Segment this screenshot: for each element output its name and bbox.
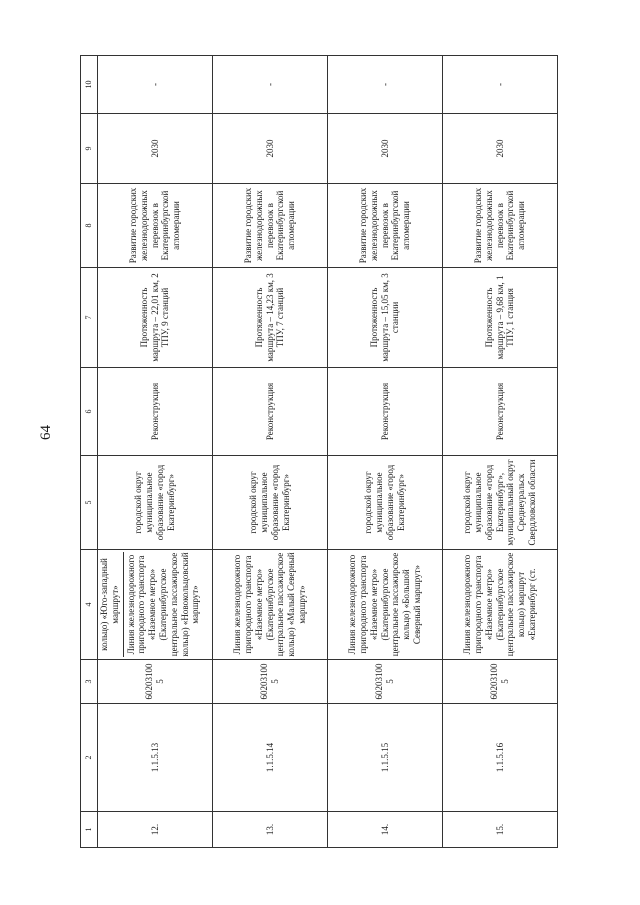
data-table [80, 55, 558, 848]
notes: - [98, 56, 213, 114]
completion-year: 2030 [328, 114, 443, 184]
row-number: 12. [98, 812, 213, 848]
header-cell: 4 [81, 550, 98, 660]
completion-year: 2030 [98, 114, 213, 184]
header-cell: 9 [81, 114, 98, 184]
header-cell: 8 [81, 184, 98, 268]
object-name-text: Линия железнодорожного пригородного транспорта «Наземное метро» (Екатеринбургское центральное пассажирское кольцо) «Новокольцовский маршрут» [125, 552, 201, 657]
notes: - [443, 56, 558, 114]
rotated-table-container [80, 56, 576, 848]
item-code: 1.1.5.16 [443, 704, 558, 812]
object-name-continuation: кольцо) «Юго-западный маршрут» [99, 552, 124, 657]
table-row [443, 56, 558, 848]
table-row [213, 56, 328, 848]
page-number: 64 [38, 425, 54, 440]
work-type: Реконструкция [213, 368, 328, 456]
header-cell: 6 [81, 368, 98, 456]
purpose: Развитие городских железнодорожных перевозок в Екатеринбургской агломерации [213, 184, 328, 268]
header-cell: 5 [81, 456, 98, 550]
okato-code: 602031005 [213, 660, 328, 704]
work-type: Реконструкция [98, 368, 213, 456]
object-name: Линия железнодорожного пригородного транспорта «Наземное метро» (Екатеринбургское центральное пассажирское кольцо) «Малый Северный маршрут» [213, 550, 328, 660]
item-code: 1.1.5.15 [328, 704, 443, 812]
row-number: 13. [213, 812, 328, 848]
okato-code: 602031005 [328, 660, 443, 704]
object-name: Линия железнодорожного пригородного транспорта «Наземное метро» (Екатеринбургское центральное пассажирское кольцо) маршрут «Екатеринбург (ст. [443, 550, 558, 660]
characteristics: Протяженность маршрута – 14,23 км, 3 ТПУ, 7 станций [213, 268, 328, 368]
item-code: 1.1.5.14 [213, 704, 328, 812]
notes: - [213, 56, 328, 114]
row-number: 15. [443, 812, 558, 848]
header-row [81, 56, 98, 848]
characteristics: Протяженность маршрута – 9,68 км, 1 ТПУ, 1 станция [443, 268, 558, 368]
notes: - [328, 56, 443, 114]
purpose: Развитие городских железнодорожных перевозок в Екатеринбургской агломерации [328, 184, 443, 268]
okato-code: 602031005 [98, 660, 213, 704]
row-number: 14. [328, 812, 443, 848]
completion-year: 2030 [443, 114, 558, 184]
completion-year: 2030 [213, 114, 328, 184]
location: городской округ муниципальное образование «город Екатеринбург» [328, 456, 443, 550]
header-cell: 10 [81, 56, 98, 114]
header-cell: 2 [81, 704, 98, 812]
purpose: Развитие городских железнодорожных перевозок в Екатеринбургской агломерации [98, 184, 213, 268]
work-type: Реконструкция [443, 368, 558, 456]
object-name: Линия железнодорожного пригородного транспорта «Наземное метро» (Екатеринбургское центральное пассажирское кольцо) «Большой Северный маршрут» [328, 550, 443, 660]
location: городской округ муниципальное образование «город Екатеринбург», муниципальный округ Среднеуральск Свердловской области [443, 456, 558, 550]
table-row [98, 56, 213, 848]
location: городской округ муниципальное образование «город Екатеринбург» [98, 456, 213, 550]
okato-code: 602031005 [443, 660, 558, 704]
item-code: 1.1.5.13 [98, 704, 213, 812]
header-cell: 3 [81, 660, 98, 704]
header-cell: 7 [81, 268, 98, 368]
characteristics: Протяженность маршрута – 15,05 км, 3 станции [328, 268, 443, 368]
location: городской округ муниципальное образование «город Екатеринбург» [213, 456, 328, 550]
purpose: Развитие городских железнодорожных перевозок в Екатеринбургской агломерации [443, 184, 558, 268]
characteristics: Протяженность маршрута – 22,01 км, 2 ТПУ, 9 станций [98, 268, 213, 368]
object-name [98, 550, 213, 660]
table-row [328, 56, 443, 848]
work-type: Реконструкция [328, 368, 443, 456]
header-cell: 1 [81, 812, 98, 848]
